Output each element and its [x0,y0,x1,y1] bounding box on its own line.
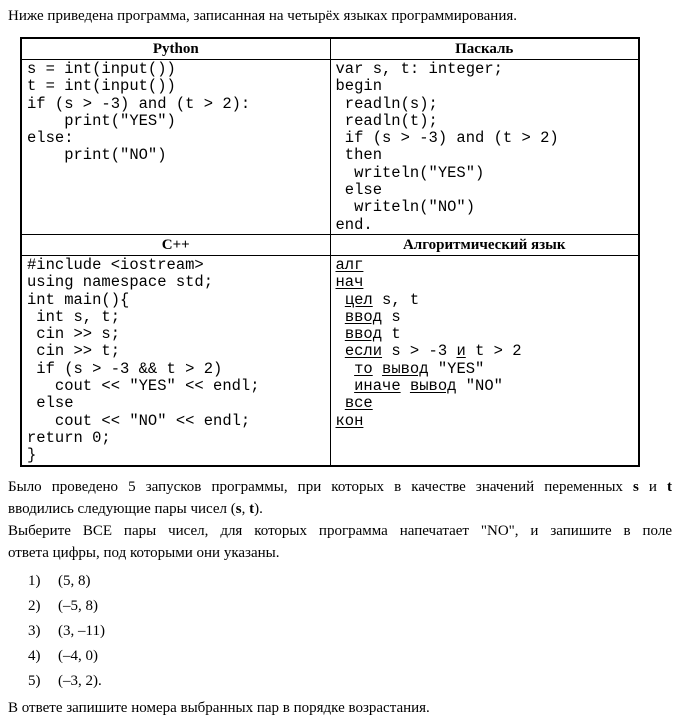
outro-text: В ответе запишите номера выбранных пар в порядке возрастания. [8,699,430,716]
pascal-code-block: var s, t: integer; begin readln(s); readln(t); if (s > -3) and (t > 2) then writeln("YES") else writeln("NO") end. [335,60,559,234]
text-line: ответа цифры, под которыми они указаны. [8,544,280,561]
option-number: 5) [28,672,41,689]
list-item [28,647,672,666]
code-row-1 [21,60,639,235]
algo-code-block: алг нач цел s, t ввод s ввод t если s > -3 и t > 2 то вывод "YES" иначе вывод "NO" все кон [335,255,522,430]
python-code-cell [21,60,330,235]
pascal-code-cell [330,60,639,235]
code-row-2 [21,255,639,465]
cpp-code-block: #include <iostream> using namespace std; int main(){ int s, t; cin >> s; cin >> t; if (s > -3 && t > 2) cout << "YES" << endl; else cout << "NO" << endl; return 0; } [27,255,260,465]
intro-text: Ниже приведена программа, записанная на четырёх языках программирования. [8,8,517,24]
header-python: Python [21,38,330,60]
option-value: (–3, 2). [58,672,102,689]
option-value: (–4, 0) [58,647,98,664]
header-pascal: Паскаль [330,38,639,60]
text-line: Было проведено 5 запусков программы, при которых в качестве значений переменных s и t [8,478,672,495]
cpp-code-cell [21,255,330,465]
list-item [28,622,672,641]
option-number: 4) [28,647,41,664]
option-value: (5, 8) [58,572,91,589]
program-table [20,37,640,467]
list-item [28,672,672,691]
option-value: (–5, 8) [58,597,98,614]
header-row-1 [21,38,639,60]
option-value: (3, –11) [58,622,105,639]
header-algo: Алгоритмический язык [330,234,639,255]
header-cpp: C++ [21,234,330,255]
header-row-2 [21,234,639,255]
option-number: 3) [28,622,41,639]
option-number: 1) [28,572,41,589]
option-number: 2) [28,597,41,614]
question-text [8,476,672,564]
algo-code-cell [330,255,639,465]
question-paragraph-1 [8,476,672,520]
text-line: вводились следующие пары чисел (s, t). [8,500,263,517]
list-item [28,597,672,616]
text-line: Выберите ВСЕ пары чисел, для которых программа напечатает "NO", и запишите в поле [8,522,672,539]
list-item [28,572,672,591]
options-list [28,572,672,691]
python-code-block: s = int(input()) t = int(input()) if (s > -3) and (t > 2): print("YES") else: print("NO") [27,60,251,165]
question-paragraph-2 [8,520,672,564]
